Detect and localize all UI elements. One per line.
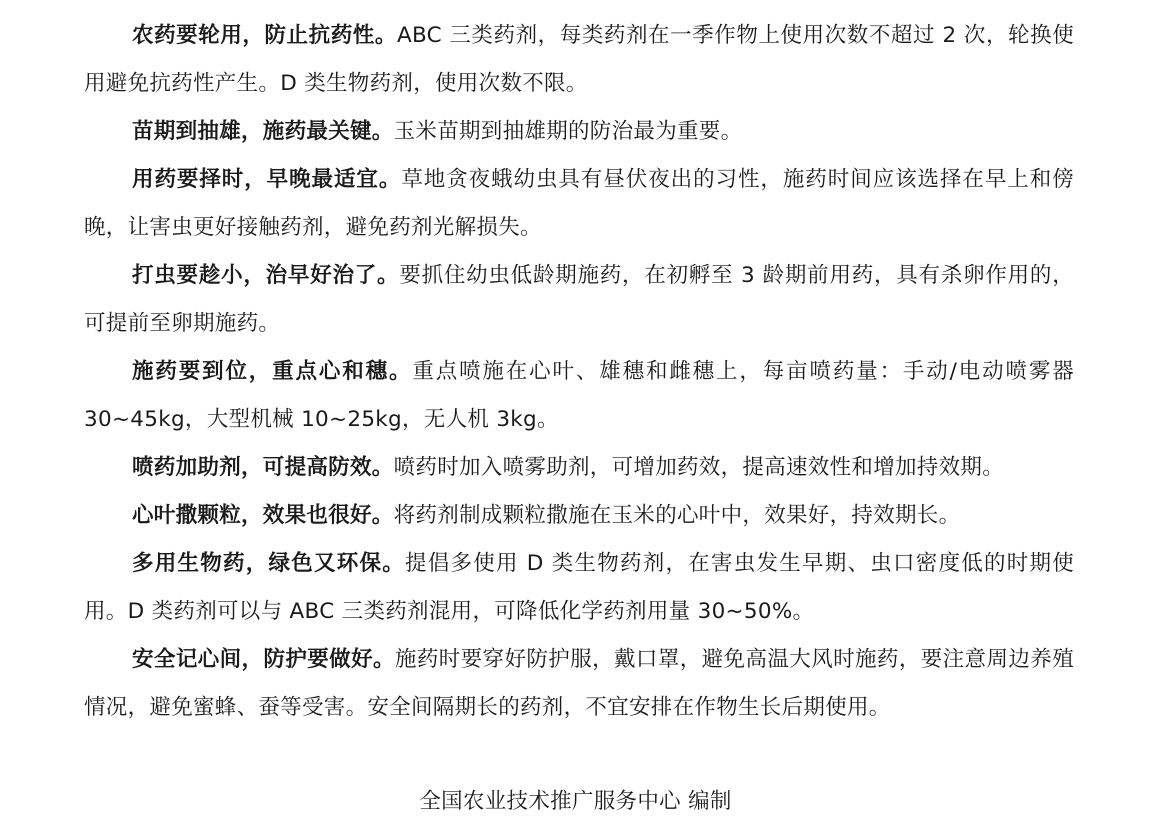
paragraph-heading: 用药要择时，早晚最适宜。 bbox=[132, 167, 402, 192]
paragraph-text: ABC 三类药剂，每类药剂在一季作物上使用次数不超过 2 次，轮换使用避免抗药性产生。D 类生物药剂，使用次数不限。 bbox=[84, 23, 1074, 96]
paragraph-safety bbox=[84, 636, 1074, 732]
paragraph-text: 提倡多使用 D 类生物药剂，在害虫发生早期、虫口密度低的时期使用。D 类药剂可以与 ABC 三类药剂混用，可降低化学药剂用量 30~50%。 bbox=[84, 551, 1074, 624]
paragraph-early-instar bbox=[84, 252, 1074, 348]
paragraph-text: 重点喷施在心叶、雄穗和雌穗上，每亩喷药量：手动/电动喷雾器 30~45kg，大型机械 10~25kg，无人机 3kg。 bbox=[84, 359, 1074, 432]
paragraph-adjuvant bbox=[84, 444, 1074, 492]
paragraph-text: 玉米苗期到抽雄期的防治最为重要。 bbox=[393, 119, 743, 144]
paragraph-heading: 安全记心间，防护要做好。 bbox=[132, 647, 395, 672]
paragraph-biological bbox=[84, 540, 1074, 636]
paragraph-text: 草地贪夜蛾幼虫具有昼伏夜出的习性，施药时间应该选择在早上和傍晚，让害虫更好接触药剂，避免药剂光解损失。 bbox=[84, 167, 1074, 240]
paragraph-timing bbox=[84, 156, 1074, 252]
paragraph-heading: 施药要到位，重点心和穗。 bbox=[132, 359, 413, 384]
paragraph-granules bbox=[84, 492, 1074, 540]
paragraph-heading: 苗期到抽雄，施药最关键。 bbox=[132, 119, 394, 144]
paragraph-heading: 心叶撒颗粒，效果也很好。 bbox=[132, 503, 394, 528]
paragraph-text: 要抓住幼虫低龄期施药，在初孵至 3 龄期前用药，具有杀卵作用的，可提前至卵期施药。 bbox=[84, 263, 1075, 336]
paragraph-text: 将药剂制成颗粒撒施在玉米的心叶中，效果好，持效期长。 bbox=[393, 503, 961, 528]
paragraph-text: 喷药时加入喷雾助剂，可增加药效，提高速效性和增加持效期。 bbox=[393, 455, 1005, 480]
paragraph-text: 施药时要穿好防护服，戴口罩，避免高温大风时施药，要注意周边养殖情况，避免蜜蜂、蚕等受害。安全间隔期长的药剂，不宜安排在作物生长后期使用。 bbox=[84, 647, 1074, 720]
paragraph-heading: 农药要轮用，防止抗药性。 bbox=[132, 23, 397, 48]
paragraph-rotation bbox=[84, 12, 1074, 108]
paragraph-heading: 喷药加助剂，可提高防效。 bbox=[132, 455, 394, 480]
paragraph-heading: 多用生物药，绿色又环保。 bbox=[132, 551, 405, 576]
paragraph-heading: 打虫要趁小，治早好治了。 bbox=[132, 263, 400, 288]
document-body bbox=[84, 12, 1074, 732]
publisher-footer: 全国农业技术推广服务中心 编制 bbox=[419, 789, 732, 814]
paragraph-seedling-stage bbox=[84, 108, 1074, 156]
paragraph-application-target bbox=[84, 348, 1074, 444]
